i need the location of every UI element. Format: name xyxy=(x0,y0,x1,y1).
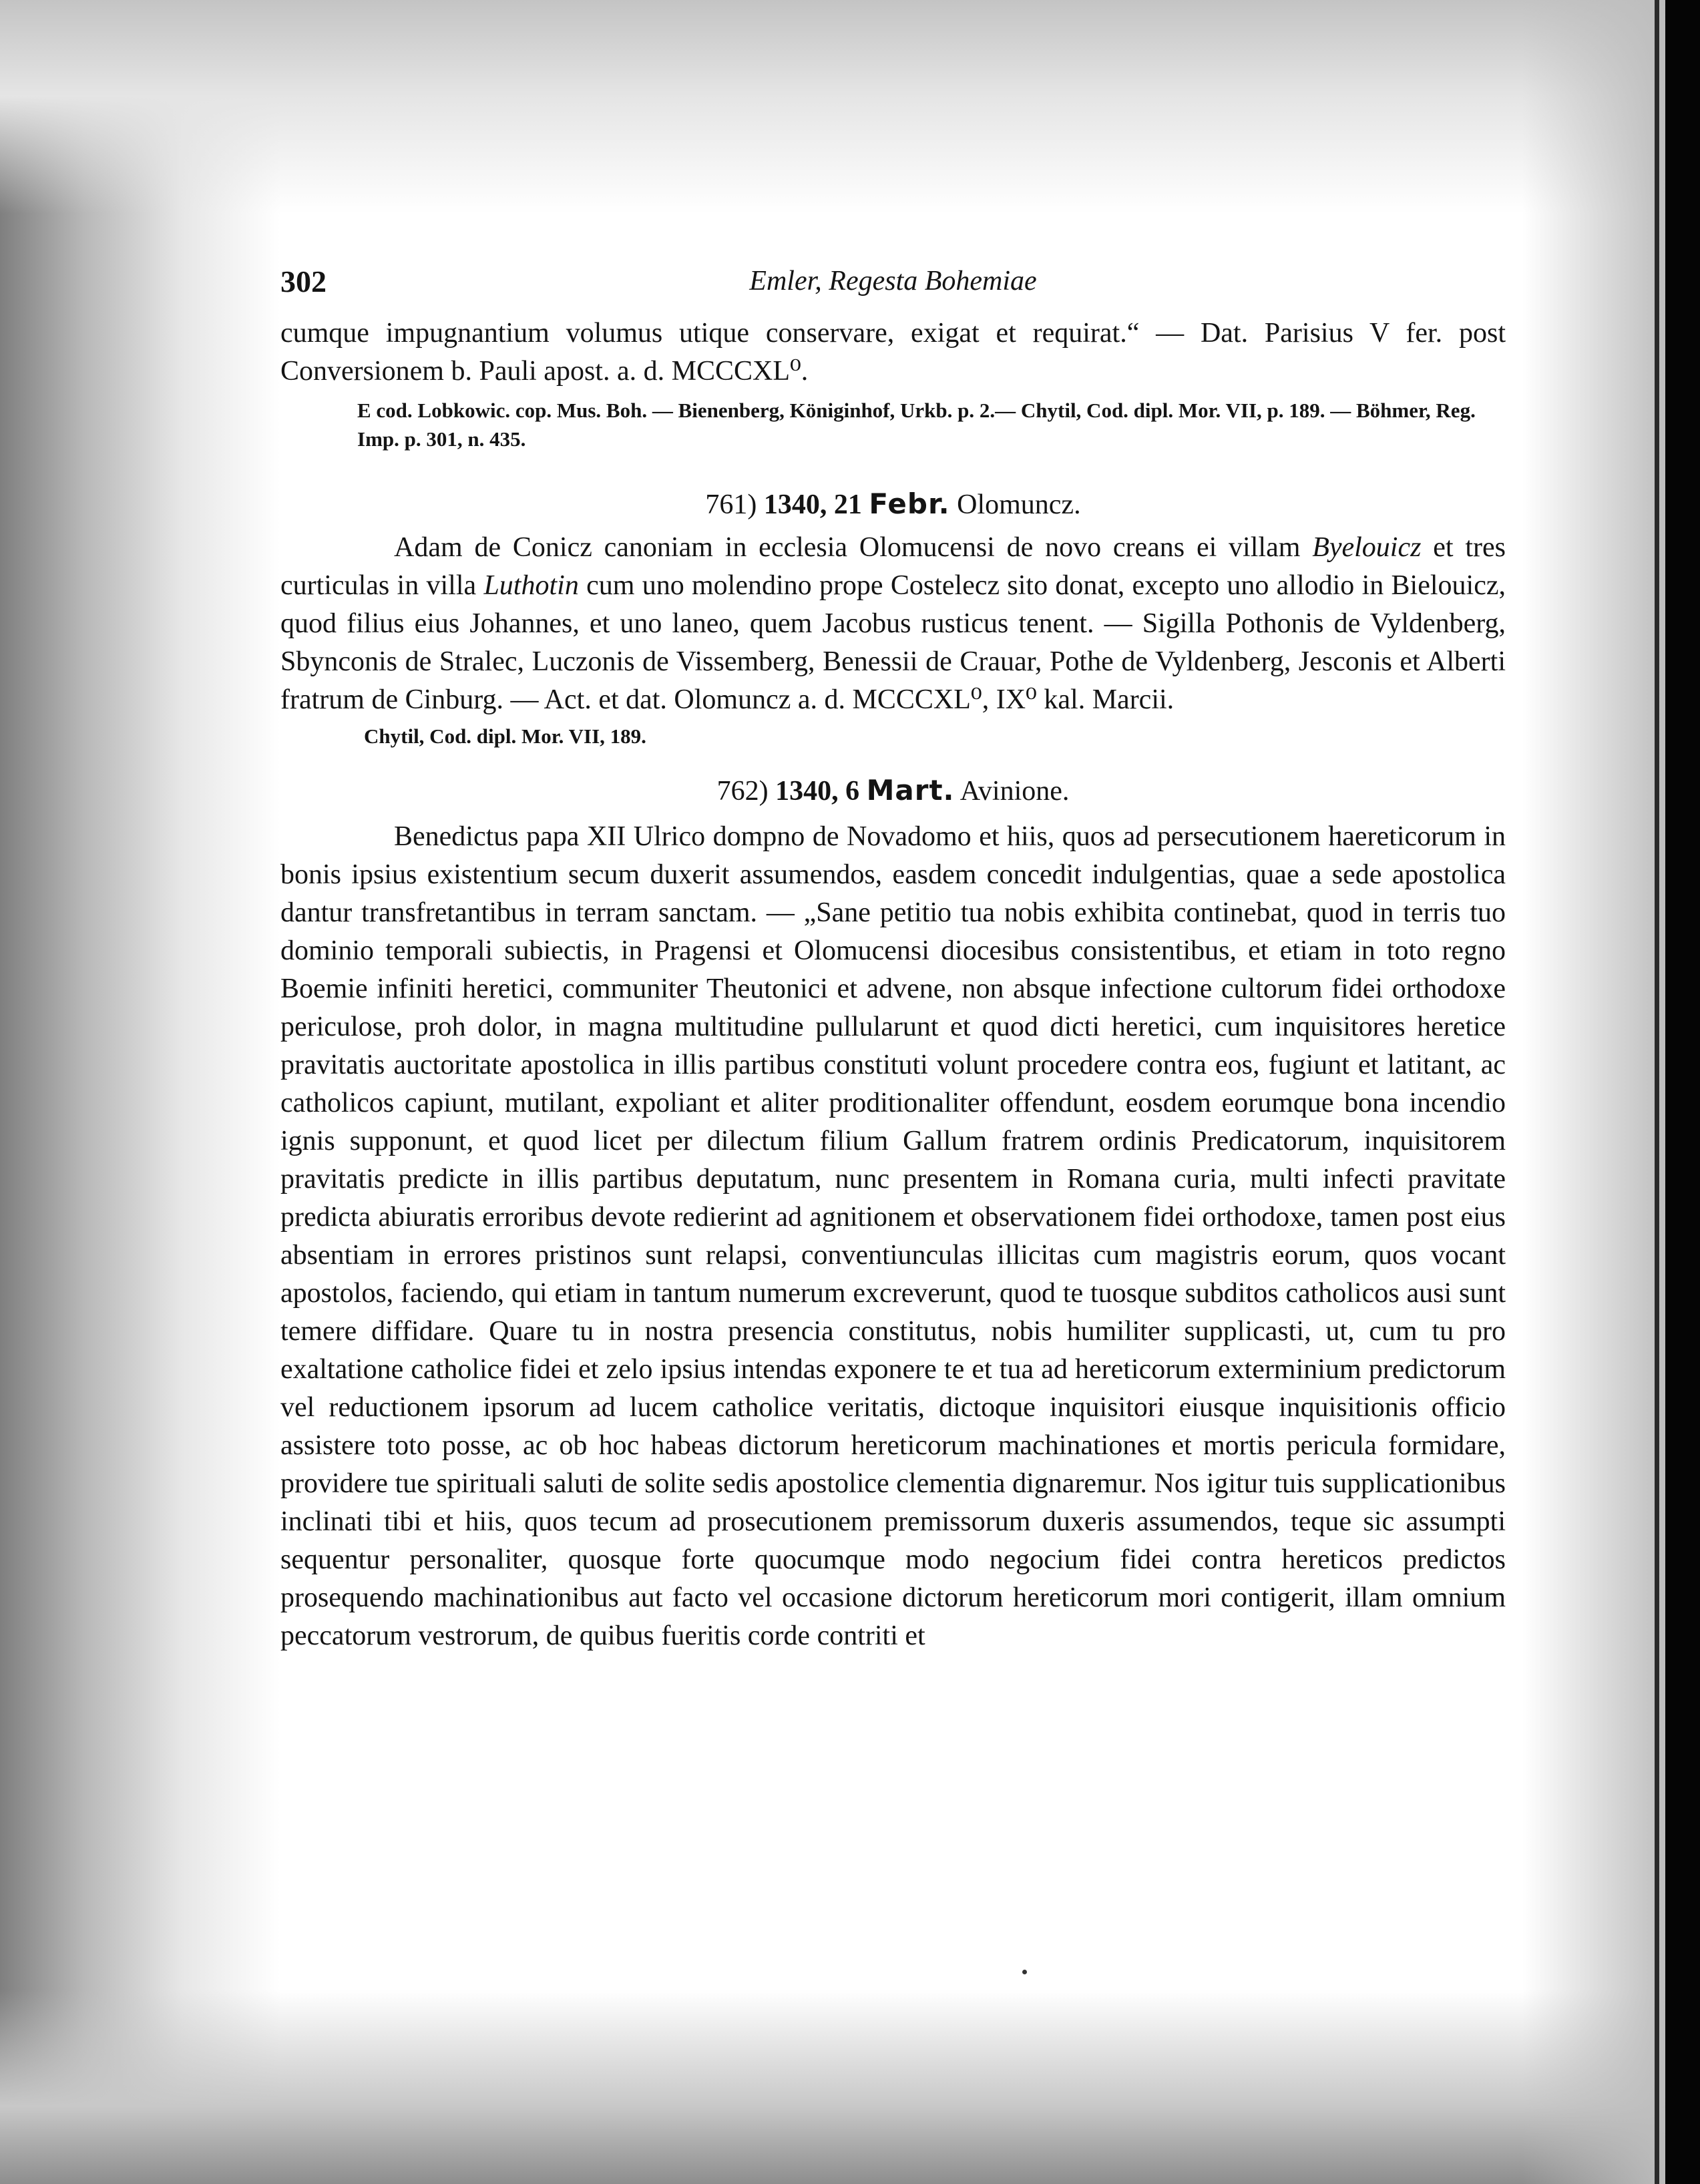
entry-762-month: Mart. xyxy=(866,774,955,807)
entry-761-body-part-2: et tres curticulas in villa xyxy=(280,532,1506,601)
scan-shadow-top xyxy=(0,0,1700,214)
entry-762-body: Benedictus papa XII Ulrico dompno de Novadomo et hiis, quos ad persecutionem haereticorum in bonis ipsius existentium secum duxerit assumendos, easdem concedit indulgentias, quae a sede apostolica dantur transfretantibus in terram sanctam. — „Sane petitio tua nobis exhibita continebat, quod in terris tuo dominio temporali subiectis, in Pragensi et Olomucensi diocesibus consistentibus, et etiam in toto regno Boemie infiniti heretici, communiter Theutonici et advene, non absque infectione cultorum fidei orthodoxe periculose, proh dolor, in magna multitudine pullularunt et quod dicti heretici, cum inquisitores heretice pravitatis auctoritate apostolica in illis partibus constituti volunt procedere contra eos, fugiunt et latitant, ac catholicos capiunt, mutilant, expoliant et aliter proditionaliter offendunt, eosdem eorumque bona incendio ignis supponunt, et quod licet per dilectum filium Gallum fratrem ordinis Predicatorum, inquisitorem pravitatis predicte in illis partibus deputatum, nunc presentem in Romana curia, multi infecti pravitate predicta abiuratis erroribus devote redierint ad agnitionem et observationem fidei orthodoxe, tamen post eius absentiam in errores pristinos sunt relapsi, conventiunculas illicitas cum magistris eorum, quos vocant apostolos, faciendo, qui etiam in tantum numerum excreverunt, quod te tuosque subditos catholicos ausi sunt temere diffidare. Quare tu in nostra presencia constitutus, nobis humiliter supplicasti, ut, cum tu pro exaltatione catholice fidei et zelo ipsius intendas exponere te et tua ad hereticorum exterminium predictorum vel reductionem ipsorum ad lucem catholice veritatis, dictoque inquisitori eiusque inquisitionis officio assistere toto posse, ac ob hoc habeas dictorum hereticorum machinationes et mortis pericula formidare, providere tue spirituali saluti de solite sedis apostolice clementia dignaremur. Nos igitur tuis supplicationibus inclinati tibi et hiis, quos tecum ad prosecutionem premissorum duxeris assumendos, teque sic assumpti sequentur personaliter, quosque forte quocumque modo negocium fidei contra hereticos predictos prosequendo machinationibus aut facto vel occasione dictorum hereticorum mori contigerit, illam omnium peccatorum vestrorum, de quibus fueritis corde contriti et xyxy=(280,821,1506,1651)
page-number: 302 xyxy=(280,264,327,298)
entry-761-month: Febr. xyxy=(869,487,950,520)
scan-shadow-left xyxy=(0,0,280,2184)
entry-762-heading xyxy=(280,772,1506,810)
scan-border-right xyxy=(1665,0,1700,2184)
entry-761-body-part-1: Adam de Conicz canoniam in ecclesia Olomucensi de novo creans ei villam xyxy=(394,532,1313,563)
running-title: Emler, Regesta Bohemiae xyxy=(749,266,1037,296)
scan-shadow-right xyxy=(1522,0,1669,2184)
entry-761-year: 1340, xyxy=(763,489,827,520)
entry-761-source-note: Chytil, Cod. dipl. Mor. VII, 189. xyxy=(364,724,646,748)
entry-761-body-part-3: cum uno molendino prope Costelecz sito donat, excepto uno allodio in Bielouicz, quod filius eius Johannes, et uno laneo, quem Jacobus rusticus tenent. — Sigilla Pothonis de Vyldenberg, Sbynconis de Stralec, Luczonis de Vissemberg, Benessii de Crauar, Pothe de Vyldenberg, Jesconis et Alberti fratrum de Cinburg. — Act. et dat. Olomuncz a. d. MCCCXL⁰, IX⁰ kal. Marcii. xyxy=(280,570,1506,715)
continuation-text: cumque impugnantium volumus utique conservare, exigat et requirat.“ — Dat. Parisius V fer. post Conversionem b. Pauli apost. a. d. MCCCXL⁰. xyxy=(280,318,1506,387)
continuation-source-note: E cod. Lobkowic. cop. Mus. Boh. — Bienenberg, Königinhof, Urkb. p. 2.— Chytil, Cod. dipl. Mor. VII, p. 189. — Böhmer, Reg. Imp. p. 301, n. 435. xyxy=(357,399,1476,451)
entry-762-number: 762) xyxy=(716,776,769,807)
entry-761-day: 21 xyxy=(833,489,862,520)
entry-762-day: 6 xyxy=(845,776,860,807)
entry-761-body-italic-1: Byelouicz xyxy=(1312,532,1422,563)
scan-shadow-bottom xyxy=(0,1990,1700,2184)
entry-762-year: 1340, xyxy=(775,776,839,807)
page-edge-line xyxy=(1655,0,1659,2184)
running-head xyxy=(280,264,1506,306)
book-page xyxy=(280,264,1506,1655)
entry-762-place: Avinione. xyxy=(960,776,1070,807)
entry-761-body xyxy=(280,529,1506,719)
entry-761-body-italic-2: Luthotin xyxy=(483,570,579,601)
entry-761-number: 761) xyxy=(705,489,757,520)
entry-761-heading xyxy=(280,485,1506,523)
scan-speck xyxy=(1022,1970,1027,1974)
entry-761-place: Olomuncz. xyxy=(957,489,1081,520)
